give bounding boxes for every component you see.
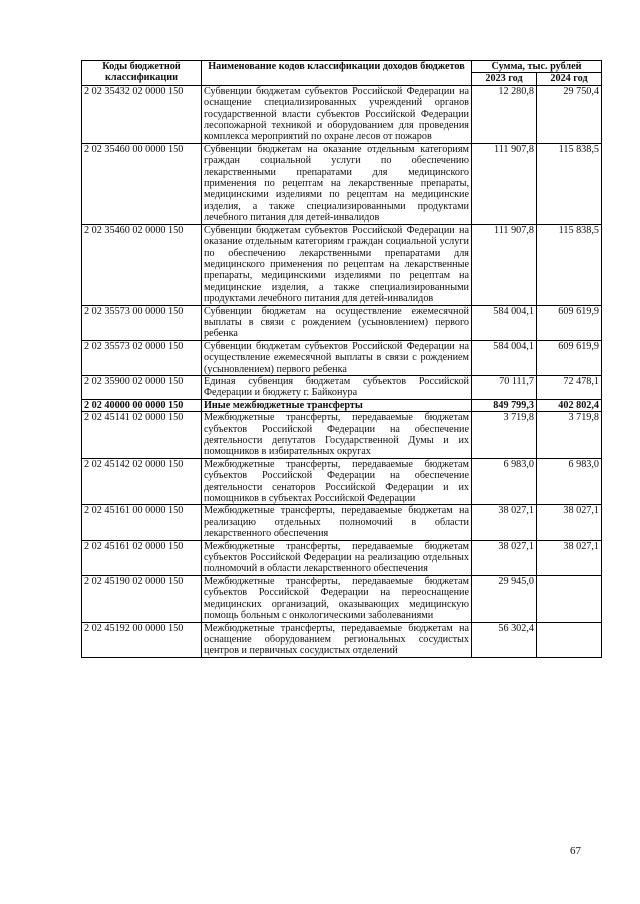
- code-cell: 2 02 45141 02 0000 150: [82, 412, 202, 459]
- name-cell: Межбюджетные трансферты, передаваемые бюджетам субъектов Российской Федерации на переоснащение медицинских организаций, оказывающих медицинскую помощь больным с онкологическими заболеваниями: [202, 575, 472, 622]
- table-row: [82, 458, 602, 505]
- table-row: [82, 340, 602, 375]
- code-cell: 2 02 45192 00 0000 150: [82, 622, 202, 657]
- name-cell: Субвенции бюджетам субъектов Российской Федерации на оснащение специализированных учреждений органов государственной власти субъектов Российской Федерации лесопожарной техникой и оборудованием для проведения комплекса мероприятий по охране лесов от пожаров: [202, 85, 472, 143]
- name-cell: Субвенции бюджетам субъектов Российской Федерации на оказание отдельным категориям граждан социальной услуги по обеспечению лекарственными препаратами для медицинского применения по рецептам на лекарственные препараты, медицинскими изделиями по рецептам на медицинские изделия, а также специализированными продуктами лечебного питания для детей-инвалидов: [202, 224, 472, 305]
- budget-table: [81, 60, 602, 658]
- table-row: [82, 305, 602, 340]
- value-2023-cell: 584 004,1: [472, 340, 537, 375]
- name-cell: Субвенции бюджетам на осуществление ежемесячной выплаты в связи с рождением (усыновлением) первого ребенка: [202, 305, 472, 340]
- code-cell: 2 02 45142 02 0000 150: [82, 458, 202, 505]
- table-body: [82, 85, 602, 657]
- table-row: [82, 224, 602, 305]
- value-2023-cell: 38 027,1: [472, 505, 537, 540]
- header-2023: 2023 год: [472, 73, 537, 85]
- table-row: [82, 575, 602, 622]
- header-sum: Сумма, тыс. рублей: [472, 61, 602, 73]
- table-row: [82, 622, 602, 657]
- value-2023-cell: 29 945,0: [472, 575, 537, 622]
- value-2024-cell: 38 027,1: [537, 505, 602, 540]
- code-cell: 2 02 35460 00 0000 150: [82, 143, 202, 224]
- name-cell: Межбюджетные трансферты, передаваемые бюджетам на оснащение оборудованием региональных сосудистых центров и первичных сосудистых отделений: [202, 622, 472, 657]
- code-cell: 2 02 45161 02 0000 150: [82, 540, 202, 575]
- table-row: [82, 85, 602, 143]
- name-cell: Межбюджетные трансферты, передаваемые бюджетам субъектов Российской Федерации на обеспечение деятельности депутатов Государственной Думы и их помощников в избирательных округах: [202, 412, 472, 459]
- value-2023-cell: 38 027,1: [472, 540, 537, 575]
- value-2024-cell: 115 838,5: [537, 224, 602, 305]
- code-cell: 2 02 45161 00 0000 150: [82, 505, 202, 540]
- value-2024-cell: 72 478,1: [537, 375, 602, 399]
- table-row: [82, 143, 602, 224]
- value-2024-cell: 609 619,9: [537, 340, 602, 375]
- value-2024-cell: 38 027,1: [537, 540, 602, 575]
- value-2023-cell: 849 799,3: [472, 399, 537, 411]
- name-cell: Субвенции бюджетам на оказание отдельным категориям граждан социальной услуги по обеспечению лекарственными препаратами для медицинского применения по рецептам на лекарственные препараты, медицинскими изделиями по рецептам на медицинские изделия, а также специализированными продуктами лечебного питания для детей-инвалидов: [202, 143, 472, 224]
- name-cell: Межбюджетные трансферты, передаваемые бюджетам субъектов Российской Федерации на обеспечение деятельности сенаторов Российской Федерации и их помощников в субъектах Российской Федерации: [202, 458, 472, 505]
- table-row: [82, 375, 602, 399]
- table-row: [82, 540, 602, 575]
- code-cell: 2 02 35432 02 0000 150: [82, 85, 202, 143]
- table-row: [82, 412, 602, 459]
- value-2023-cell: 3 719,8: [472, 412, 537, 459]
- code-cell: 2 02 45190 02 0000 150: [82, 575, 202, 622]
- value-2023-cell: 584 004,1: [472, 305, 537, 340]
- value-2024-cell: 115 838,5: [537, 143, 602, 224]
- name-cell: Иные межбюджетные трансферты: [202, 399, 472, 411]
- code-cell: 2 02 35573 02 0000 150: [82, 340, 202, 375]
- value-2023-cell: 6 983,0: [472, 458, 537, 505]
- value-2023-cell: 12 280,8: [472, 85, 537, 143]
- code-cell: 2 02 35900 02 0000 150: [82, 375, 202, 399]
- name-cell: Субвенции бюджетам субъектов Российской Федерации на осуществление ежемесячной выплаты в связи с рождением (усыновлением) первого ребенка: [202, 340, 472, 375]
- header-code: Коды бюджетной классификации: [82, 61, 202, 86]
- header-2024: 2024 год: [537, 73, 602, 85]
- value-2024-cell: 402 802,4: [537, 399, 602, 411]
- value-2024-cell: 29 750,4: [537, 85, 602, 143]
- value-2024-cell: 609 619,9: [537, 305, 602, 340]
- value-2023-cell: 70 111,7: [472, 375, 537, 399]
- table-row: [82, 399, 602, 411]
- value-2024-cell: [537, 575, 602, 622]
- code-cell: 2 02 40000 00 0000 150: [82, 399, 202, 411]
- table-row: [82, 505, 602, 540]
- name-cell: Межбюджетные трансферты, передаваемые бюджетам субъектов Российской Федерации на реализацию отдельных полномочий в области лекарственного обеспечения: [202, 540, 472, 575]
- page-number: 67: [570, 845, 581, 857]
- header-name: Наименование кодов классификации доходов бюджетов: [202, 61, 472, 86]
- value-2024-cell: 6 983,0: [537, 458, 602, 505]
- value-2023-cell: 56 302,4: [472, 622, 537, 657]
- name-cell: Межбюджетные трансферты, передаваемые бюджетам на реализацию отдельных полномочий в области лекарственного обеспечения: [202, 505, 472, 540]
- code-cell: 2 02 35573 00 0000 150: [82, 305, 202, 340]
- code-cell: 2 02 35460 02 0000 150: [82, 224, 202, 305]
- value-2023-cell: 111 907,8: [472, 224, 537, 305]
- name-cell: Единая субвенция бюджетам субъектов Российской Федерации и бюджету г. Байконура: [202, 375, 472, 399]
- value-2024-cell: 3 719,8: [537, 412, 602, 459]
- value-2023-cell: 111 907,8: [472, 143, 537, 224]
- value-2024-cell: [537, 622, 602, 657]
